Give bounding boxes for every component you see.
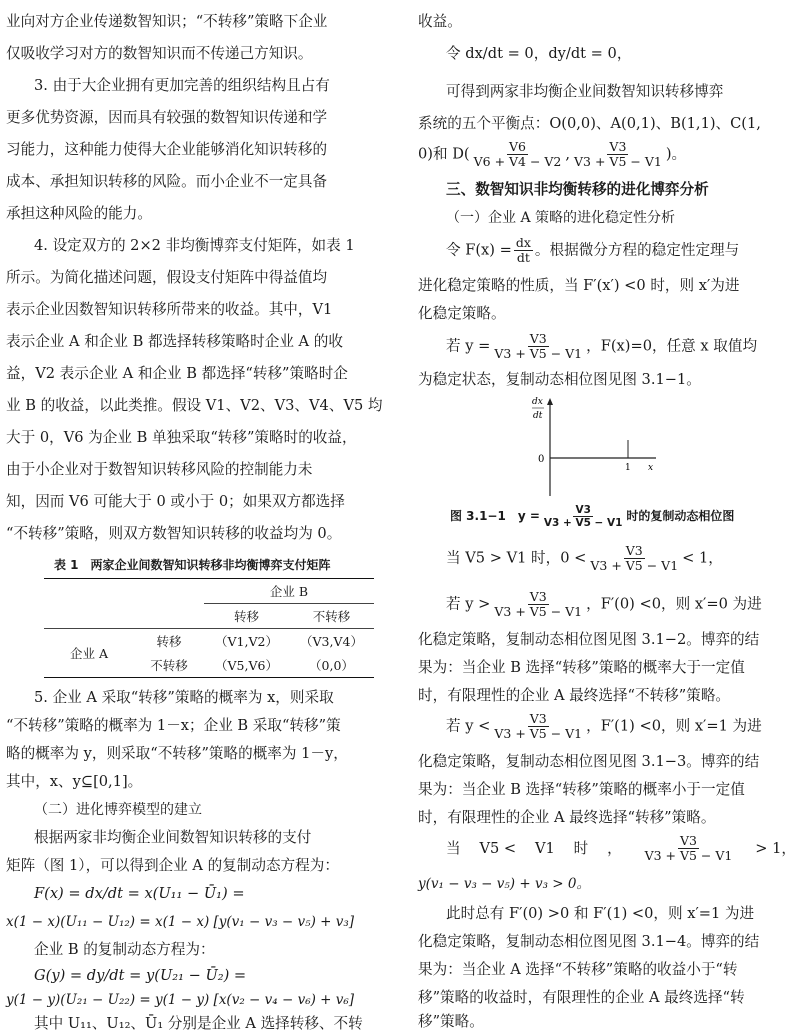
text-line: 果为：当企业 B 选择“转移”策略的概率大于一定值 (418, 659, 745, 676)
text-line: 此时总有 F′(0) >0 和 F′(1) <0，则 x′=1 为进 (446, 905, 755, 922)
text-span: < 1， (682, 549, 723, 567)
col-header-no-transfer: 不转移 (312, 609, 351, 624)
text-line: 化稳定策略，复制动态相位图见图 3.1−3。博弈的结 (418, 753, 760, 770)
text-line: 表示企业因数智知识转移所带来的收益。其中，V1 (6, 301, 333, 318)
equation-g1: G(y) = dy/dt = y(U₂₁ − Ū₂) = (34, 967, 247, 984)
fraction-denominator: V3 + V5 − V1 (494, 726, 583, 741)
cell-v5-v6: （V5,V6） (215, 658, 278, 673)
condition-line-4 (446, 834, 796, 863)
text-line: 可得到两家非均衡企业间数智知识转移博弈 (446, 83, 724, 100)
text-line: 由于小企业对于数智知识转移风险的控制能力未 (6, 461, 313, 478)
condition-line-3 (446, 712, 762, 741)
text-line: “不转移”策略的概率为 1－x；企业 B 采取“转移”策 (6, 717, 341, 734)
equation-f2: x(1 − x)(U₁₁ − U₁₂) = x(1 − x) [y(v₁ − v₃ − v₅) + v₃] (6, 914, 355, 930)
text-line-y-eq (446, 332, 757, 361)
fraction (514, 236, 533, 265)
text-line: 所示。为简化描述问题，假设支付矩阵中得益值均 (6, 269, 328, 286)
text-line: 化稳定策略，复制动态相位图见图 3.1−2。博弈的结 (418, 631, 760, 648)
fraction-numerator: dx (515, 235, 531, 250)
payoff-table (44, 578, 374, 678)
section-subheading: （二）进化博弈模型的建立 (34, 802, 202, 818)
text-line: 根据两家非均衡企业间数智知识转移的支付 (34, 829, 312, 846)
text-line: 5. 企业 A 采取“转移”策略的概率为 x，则采取 (34, 689, 334, 706)
equation-set-zero: 令 dx/dt = 0，dy/dt = 0， (446, 45, 632, 62)
equation-f1: F(x) = dx/dt = x(U₁₁ − Ū₁) = (34, 885, 245, 902)
fraction-denominator: V3 + V5 − V1 (494, 604, 583, 619)
text-span: 令 F(x) = (446, 241, 512, 259)
fraction-numerator: V3 (609, 139, 627, 154)
table-caption: 表 1 两家企业间数智知识转移非均衡博弈支付矩阵 (54, 558, 331, 572)
text-span: 时的复制动态相位图 (626, 509, 735, 523)
text-span: 0)和 D( (418, 145, 470, 163)
text-line: 益，V2 表示企业 A 和企业 B 都选择“转移”策略时企 (6, 365, 348, 382)
tick-label-1: 1 (625, 463, 631, 473)
text-line: 知，因而 V6 可能大于 0 或小于 0；如果双方都选择 (6, 493, 345, 510)
fraction-denominator: V3 + V5 − V1 (644, 848, 733, 863)
text-line: 成本、承担知识转移的风险。而小企业不一定具备 (6, 173, 328, 190)
col-header-transfer: 转移 (233, 609, 259, 624)
fraction-denominator: V3 + V5 − V1 (590, 558, 679, 573)
row-header-no-transfer: 不转移 (150, 658, 188, 673)
header-company-b: 企业 B (204, 579, 374, 604)
text-span: V1 (535, 839, 555, 857)
text-line: 承担这种风险的能力。 (6, 205, 152, 222)
fraction (492, 332, 584, 361)
text-span: 当 V5 > V1 时，0 < (446, 549, 587, 567)
text-line: 业 B 的收益，以此类推。假设 V1、V2、V3、V4、V5 均 (6, 397, 383, 414)
section-subheading: （一）企业 A 策略的进化稳定性分析 (446, 210, 676, 226)
cell-0-0: （0,0） (309, 658, 354, 673)
cell-v3-v4: （V3,V4） (300, 634, 363, 649)
text-line: 更多优势资源，因而具有较强的数智知识传递和学 (6, 109, 328, 126)
fraction (572, 140, 664, 169)
text-span: 若 y < (446, 717, 491, 735)
fraction-denominator: V6 + V4 − V2 (473, 154, 562, 169)
text-line: 为稳定状态，复制动态相位图见图 3.1−1。 (418, 371, 701, 388)
text-line: 其中 U₁₁、U₁₂、Ū₁ 分别是企业 A 选择转移、不转 (34, 1015, 363, 1032)
text-line: 收益。 (418, 13, 462, 30)
text-span: 。根据微分方程的稳定性定理与 (534, 241, 740, 259)
fraction-numerator: V3 (625, 543, 643, 558)
text-line: 4. 设定双方的 2×2 非均衡博弈支付矩阵，如表 1 (34, 237, 355, 254)
fraction-numerator: V3 (679, 833, 697, 848)
text-line: 移”策略的收益时，有限理性的企业 A 最终选择“转 (418, 989, 745, 1006)
text-span: 图 3.1−1 y = (450, 509, 540, 523)
cell-v1-v2: （V1,V2） (215, 634, 278, 649)
text-line: 其中，x、y⊆[0,1]。 (6, 773, 143, 790)
text-span: 若 y > (446, 595, 491, 613)
figure-caption (450, 504, 734, 529)
text-span: ， (607, 839, 622, 857)
equilibrium-d: 0)和 D( $\frac{V6}{V6 + V4 - V2}$ , $\frac{V3}{V3 + V5 - V1}$ )。 (418, 139, 687, 169)
row-header-transfer: 转移 (156, 634, 182, 649)
ylabel-num: dx (532, 397, 543, 407)
text-line: 业向对方企业传递数智知识；“不转移”策略下企业 (6, 13, 328, 30)
fraction-denominator: V3 + V5 − V1 (494, 346, 583, 361)
text-span: ，F′(1) <0，则 x′=1 为进 (586, 717, 762, 735)
fraction (492, 712, 584, 741)
fraction (472, 140, 564, 169)
origin-label: 0 (538, 454, 545, 465)
text-span: > 1， (755, 839, 796, 857)
text-span: 时 (573, 839, 589, 857)
text-span: 若 y = (446, 337, 491, 355)
text-line: 移”策略。 (418, 1013, 484, 1030)
text-span: 当 (446, 839, 461, 857)
text-line: 企业 B 的复制动态方程为： (34, 941, 215, 958)
fraction-denominator: dt (516, 250, 530, 265)
text-span: V5 < (479, 839, 517, 857)
fraction-numerator: V6 (509, 139, 526, 154)
text-span: )。 (665, 145, 687, 163)
fraction (542, 504, 625, 529)
text-line-fx (446, 236, 739, 265)
phase-diagram (528, 396, 668, 500)
text-line: 进化稳定策略的性质，当 F′(x′) <0 时，则 x′为进 (418, 277, 740, 294)
x-axis-label: x (648, 463, 654, 473)
fraction-denominator: V3 + V5 − V1 (543, 517, 623, 529)
text-line: 果为：当企业 B 选择“转移”策略的概率小于一定值 (418, 781, 745, 798)
text-line: 3. 由于大企业拥有更加完善的组织结构且占有 (34, 77, 330, 94)
text-line: 化稳定策略，复制动态相位图见图 3.1−4。博弈的结 (418, 933, 760, 950)
text-span: ，F(x)=0，任意 x 取值均 (586, 337, 758, 355)
text-line: 习能力，这种能力使得大企业能够消化知识转移的 (6, 141, 328, 158)
fraction-numerator: V3 (529, 331, 547, 346)
text-line: 系统的五个平衡点：O(0,0)、A(0,1)、B(1,1)、C(1, (418, 115, 761, 132)
text-span: ，F′(0) <0，则 x′=0 为进 (586, 595, 762, 613)
text-line: 时，有限理性的企业 A 最终选择“不转移”策略。 (418, 687, 731, 704)
condition-inequality: y(v₁ − v₃ − v₅) + v₃ > 0。 (418, 876, 590, 892)
y-axis-arrow-icon (547, 398, 553, 405)
condition-line-4-inner (446, 834, 796, 863)
text-line: 化稳定策略。 (418, 305, 506, 322)
text-line: 果为：当企业 A 选择“不转移”策略的收益小于“转 (418, 961, 738, 978)
ylabel-den: dt (533, 411, 543, 421)
row-group-company-a: 企业 A (69, 646, 108, 661)
payoff-table-wrap (44, 578, 374, 678)
fraction-numerator: V3 (529, 711, 547, 726)
fraction-numerator: V3 (575, 504, 591, 516)
fraction-numerator: V3 (529, 589, 547, 604)
fraction-denominator: V3 + V5 − V1 (574, 154, 662, 169)
text-line: 大于 0，V6 为企业 B 单独采取“转移”策略时的收益， (6, 429, 357, 446)
text-line: 表示企业 A 和企业 B 都选择转移策略时企业 A 的收 (6, 333, 343, 350)
section-heading: 三、数智知识非均衡转移的进化博弈分析 (446, 181, 709, 198)
condition-line-1 (446, 544, 723, 573)
text-line: 仅吸收学习对方的数智知识而不传递己方知识。 (6, 45, 313, 62)
fraction (492, 590, 584, 619)
text-line: 时，有限理性的企业 A 最终选择“转移”策略。 (418, 809, 716, 826)
fraction (643, 834, 735, 863)
text-line: 矩阵（图 1），可以得到企业 A 的复制动态方程为： (6, 857, 339, 874)
condition-line-2 (446, 590, 762, 619)
equation-g2: y(1 − y)(U₂₁ − U₂₂) = y(1 − y) [x(v₂ − v₄ − v₆) + v₆] (6, 992, 355, 1008)
fraction (588, 544, 680, 573)
text-line: “不转移”策略，则双方数智知识转移的收益均为 0。 (6, 525, 342, 542)
text-line: 略的概率为 y，则采取“不转移”策略的概率为 1－y， (6, 745, 348, 762)
